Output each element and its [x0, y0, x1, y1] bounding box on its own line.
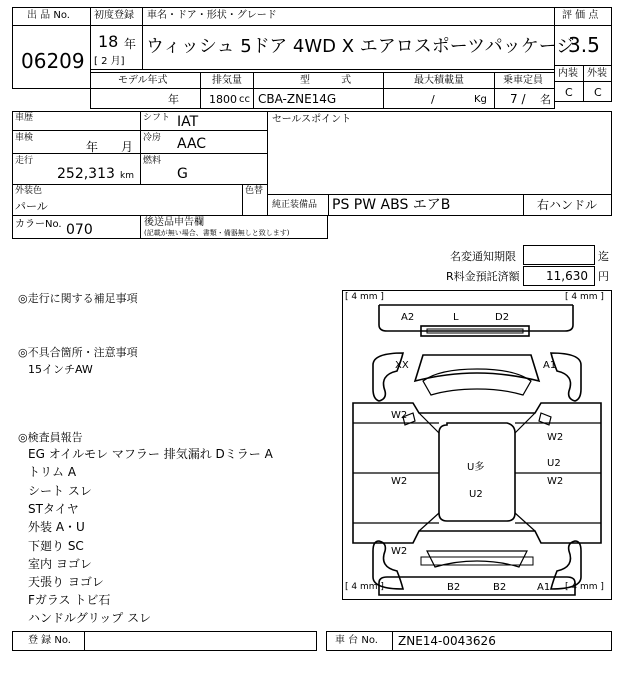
inspector-line: トリム A	[28, 465, 77, 479]
documents-label: 後送品申告欄	[144, 217, 204, 228]
name-change-label: 名変通知期限	[450, 250, 516, 263]
recycle-unit: 円	[598, 270, 609, 283]
model-label: 型 式	[300, 75, 352, 86]
color-change-label: 色替	[245, 186, 264, 196]
defects-label: ◎不具合箇所・注意事項	[18, 346, 138, 359]
tire-front-right: [ 4 mm ]	[565, 292, 604, 302]
displacement-label: 排気量	[212, 75, 242, 86]
score-label: 評 価 点	[562, 10, 599, 21]
model-code: CBA-ZNE14G	[258, 92, 337, 106]
car-diagram	[342, 290, 612, 600]
ac-value: AAC	[177, 136, 207, 152]
car-name: ウィッシュ 5ドア 4WD X エアロスポーツパッケージ	[146, 36, 575, 57]
interior-grade: C	[565, 86, 573, 99]
damage-mark: A2	[401, 312, 415, 323]
inspector-line: 外装 A・U	[28, 520, 85, 534]
history-label: 車歴	[15, 113, 34, 123]
reg-no-label: 登 録 No.	[28, 635, 71, 646]
exterior-grade: C	[594, 86, 602, 99]
damage-mark: B2	[493, 582, 507, 593]
equipment-value: PS PW ABS エアB	[332, 197, 451, 213]
color-value: パール	[15, 200, 48, 213]
lot-number: 06209	[21, 49, 85, 73]
max-load-label: 最大積載量	[414, 75, 464, 86]
shift-value: IAT	[177, 114, 199, 130]
displacement-unit: cc	[239, 94, 250, 105]
inspector-line: 下廻り SC	[28, 539, 84, 553]
recycle-amount: 11,630	[546, 269, 588, 283]
max-load-unit: Kg	[474, 94, 487, 105]
damage-mark: A1	[537, 582, 551, 593]
inspector-line: STタイヤ	[28, 502, 79, 516]
inspection-year-unit: 年	[86, 140, 99, 154]
damage-mark: B2	[447, 582, 461, 593]
mileage-unit: km	[120, 171, 134, 181]
inspector-line: 天張り ヨゴレ	[28, 575, 104, 589]
inspector-line: Fガラス トビ石	[28, 593, 111, 607]
defect-item: 15インチAW	[28, 363, 93, 376]
damage-mark: U多	[467, 462, 485, 473]
lot-label: 出 品 No.	[27, 10, 70, 21]
damage-mark: W2	[547, 432, 564, 443]
capacity-label: 乗車定員	[503, 75, 543, 86]
inspector-line: 室内 ヨゴレ	[28, 557, 92, 571]
tire-rear-left: [ 4 mm ]	[345, 582, 384, 592]
color-no-value: 070	[66, 222, 93, 238]
car-info-label: 車名・ドア・形状・グレード	[147, 10, 277, 21]
damage-mark: W2	[391, 476, 408, 487]
inspection-label: 車検	[15, 133, 34, 143]
name-change-unit: 迄	[598, 250, 609, 263]
fuel-label: 燃料	[143, 156, 162, 166]
equipment-label: 純正装備品	[272, 200, 318, 210]
inspector-label: ◎検査員報告	[18, 431, 83, 444]
displacement: 1800	[209, 93, 237, 106]
sales-point-label: セールスポイント	[272, 114, 352, 125]
driving-label: ◎走行に関する補足事項	[18, 292, 138, 305]
damage-mark: U2	[547, 458, 561, 469]
capacity-value: 7 /	[510, 92, 526, 106]
damage-mark: A1	[543, 360, 557, 371]
damage-mark: L	[453, 312, 459, 323]
chassis-label: 車 台 No.	[335, 635, 378, 646]
interior-label: 内装	[558, 68, 578, 79]
steering-value: 右ハンドル	[537, 198, 598, 212]
recycle-label: R料金預託済額	[446, 270, 520, 283]
name-change-box	[523, 245, 595, 265]
tire-rear-right: [ 4 mm ]	[565, 582, 604, 592]
damage-mark: W2	[547, 476, 564, 487]
inspector-line: ハンドルグリップ スレ	[28, 611, 152, 625]
color-label: 外装色	[15, 186, 43, 196]
documents-note: (記載が無い場合、書類・備器無しと致します)	[144, 229, 290, 237]
color-no-label: カラーNo.	[15, 219, 62, 230]
first-reg-label: 初度登録	[94, 10, 134, 21]
inspection-month-unit: 月	[121, 140, 134, 154]
model-year-unit: 年	[168, 93, 179, 106]
first-reg-year-unit: 年	[124, 37, 137, 51]
exterior-label: 外装	[587, 68, 607, 79]
inspector-line: EG オイルモレ マフラー 排気漏れ Dミラー A	[28, 447, 273, 461]
tire-front-left: [ 4 mm ]	[345, 292, 384, 302]
chassis-number: ZNE14-0043626	[398, 634, 496, 648]
damage-mark: W2	[391, 410, 408, 421]
damage-mark: W2	[391, 546, 408, 557]
fuel-value: G	[177, 166, 188, 182]
damage-mark: D2	[495, 312, 510, 323]
score-value: 3.5	[568, 33, 600, 57]
first-reg-year: 18	[98, 32, 119, 51]
damage-mark: U2	[469, 489, 483, 500]
damage-mark: XX	[395, 360, 409, 371]
ac-label: 冷房	[143, 133, 162, 143]
capacity-unit: 名	[540, 93, 551, 106]
mileage-label: 走行	[15, 156, 34, 166]
first-reg-month: [ 2 月]	[94, 56, 125, 67]
shift-label: シフト	[143, 113, 171, 123]
model-year-label: モデル年式	[118, 75, 168, 86]
mileage-value: 252,313	[57, 166, 115, 182]
inspector-line: シート スレ	[28, 484, 92, 498]
max-load-sep: /	[431, 93, 435, 106]
